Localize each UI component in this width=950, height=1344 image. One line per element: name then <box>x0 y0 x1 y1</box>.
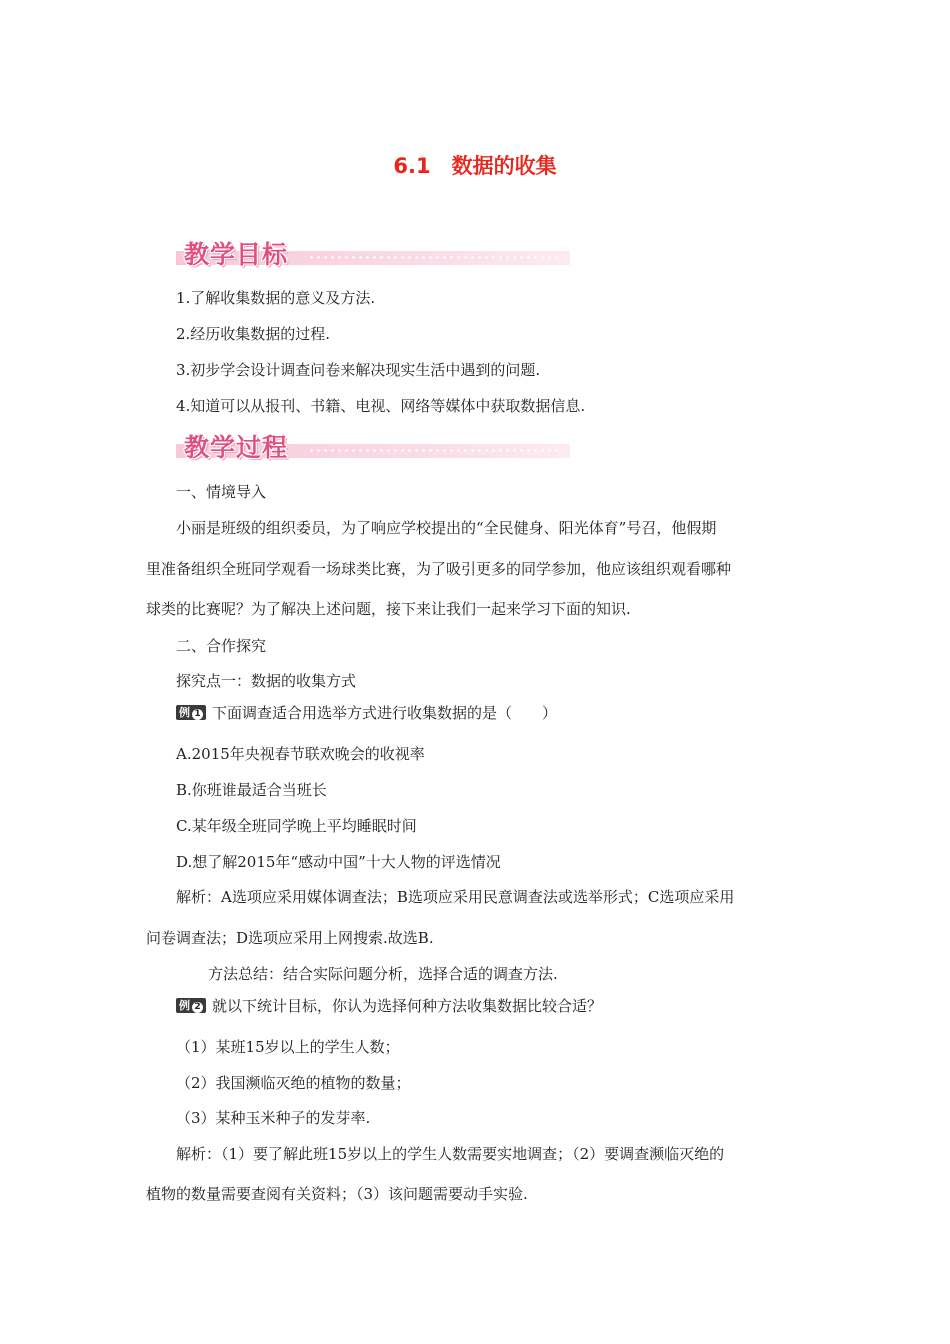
example-question <box>176 703 557 723</box>
section-banner-process <box>176 428 570 464</box>
example-question <box>176 996 602 1016</box>
question-text: 就以下统计目标，你认为选择何种方法收集数据比较合适？ <box>212 997 603 1015</box>
list-item: （2）我国濒临灭绝的植物的数量； <box>176 1074 411 1092</box>
section-heading: 教学目标 <box>184 240 289 269</box>
part-title: 二、合作探究 <box>176 637 267 655</box>
page-title: 6.1 数据的收集 <box>393 154 557 178</box>
example-badge <box>176 705 206 720</box>
analysis-line: 植物的数量需要查阅有关资料；（3）该问题需要动手实验. <box>146 1185 528 1203</box>
objective-item: 1.了解收集数据的意义及方法. <box>176 289 376 307</box>
example-number: 1 <box>192 709 203 720</box>
objective-item: 2.经历收集数据的过程. <box>176 325 331 343</box>
example-number: 2 <box>192 1002 203 1013</box>
analysis-line: 解析：（1）要了解此班15岁以上的学生人数需要实地调查；（2）要调查濒临灭绝的 <box>176 1145 725 1163</box>
paragraph-line: 小丽是班级的组织委员，为了响应学校提出的“全民健身、阳光体育”号召，他假期 <box>176 519 717 537</box>
analysis-line: 解析：A选项应采用媒体调查法；B选项应采用民意调查法或选举形式；C选项应采用 <box>176 888 735 906</box>
section-banner-objectives <box>176 235 570 271</box>
example-badge-label: 例 <box>179 706 190 719</box>
objective-item: 3.初步学会设计调查问卷来解决现实生活中遇到的问题. <box>176 361 541 379</box>
list-item: （1）某班15岁以上的学生人数； <box>176 1038 400 1056</box>
option-item: C.某年级全班同学晚上平均睡眠时间 <box>176 817 417 835</box>
banner-dots <box>308 448 563 453</box>
banner-dots <box>308 255 563 260</box>
paragraph-line: 球类的比赛呢？为了解决上述问题，接下来让我们一起来学习下面的知识. <box>146 600 631 618</box>
option-item: A.2015年央视春节联欢晚会的收视率 <box>176 745 425 763</box>
objective-item: 4.知道可以从报刊、书籍、电视、网络等媒体中获取数据信息. <box>176 397 586 415</box>
explore-point: 探究点一：数据的收集方式 <box>176 672 357 690</box>
section-heading: 教学过程 <box>184 433 289 462</box>
list-item: （3）某种玉米种子的发芽率. <box>176 1109 371 1127</box>
paragraph-line: 里准备组织全班同学观看一场球类比赛，为了吸引更多的同学参加，他应该组织观看哪种 <box>146 560 732 578</box>
option-item: D.想了解2015年“感动中国”十大人物的评选情况 <box>176 853 501 871</box>
example-badge <box>176 998 206 1013</box>
example-badge-label: 例 <box>179 999 190 1012</box>
question-text: 下面调查适合用选举方式进行收集数据的是（ ） <box>212 704 558 722</box>
part-title: 一、情境导入 <box>176 483 267 501</box>
option-item: B.你班谁最适合当班长 <box>176 781 327 799</box>
analysis-line: 问卷调查法；D选项应采用上网搜索.故选B. <box>146 929 434 947</box>
method-summary: 方法总结：结合实际问题分析，选择合适的调查方法. <box>208 965 558 983</box>
